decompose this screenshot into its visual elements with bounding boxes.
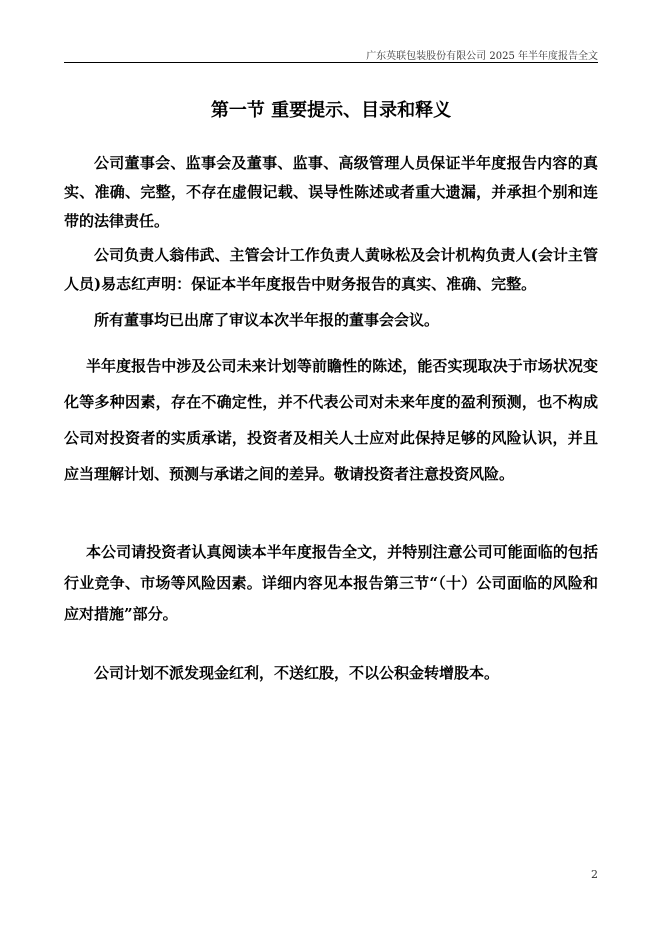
paragraph-responsible-persons: 公司负责人翁伟武、主管会计工作负责人黄咏松及会计机构负责人(会计主管人员)易志红声明：保证本半年度报告中财务报告的真实、准确、完整。 bbox=[64, 246, 598, 293]
header-divider bbox=[64, 62, 598, 63]
paragraph-dividend-plan: 公司计划不派发现金红利，不送红股，不以公积金转增股本。 bbox=[94, 664, 500, 682]
paragraph-forward-looking: 半年度报告中涉及公司未来计划等前瞻性的陈述，能否实现取决于市场状况变化等多种因素，存在不确定性，并不代表公司对未来年度的盈利预测，也不构成公司对投资者的实质承诺，投资者及相关人士应对此保持足够的风险认识，并且应当理解计划、预测与承诺之间的差异。敬请投资者注意投资风险。 bbox=[64, 357, 598, 483]
paragraph-directors-attendance: 所有董事均已出席了审议本次半年报的董事会会议。 bbox=[94, 311, 440, 329]
section-title: 第一节 重要提示、目录和释义 bbox=[210, 100, 452, 121]
document-header: 广东英联包装股份有限公司 2025 年半年度报告全文 bbox=[366, 51, 598, 62]
page-number: 2 bbox=[591, 868, 598, 881]
paragraph-board-guarantee: 公司董事会、监事会及董事、监事、高级管理人员保证半年度报告内容的真实、准确、完整，不存在虚假记载、误导性陈述或者重大遗漏，并承担个别和连带的法律责任。 bbox=[64, 154, 598, 230]
paragraph-risk-notice: 本公司请投资者认真阅读本半年度报告全文，并特别注意公司可能面临的包括行业竞争、市场等风险因素。详细内容见本报告第三节“（十）公司面临的风险和应对措施”部分。 bbox=[64, 543, 598, 623]
